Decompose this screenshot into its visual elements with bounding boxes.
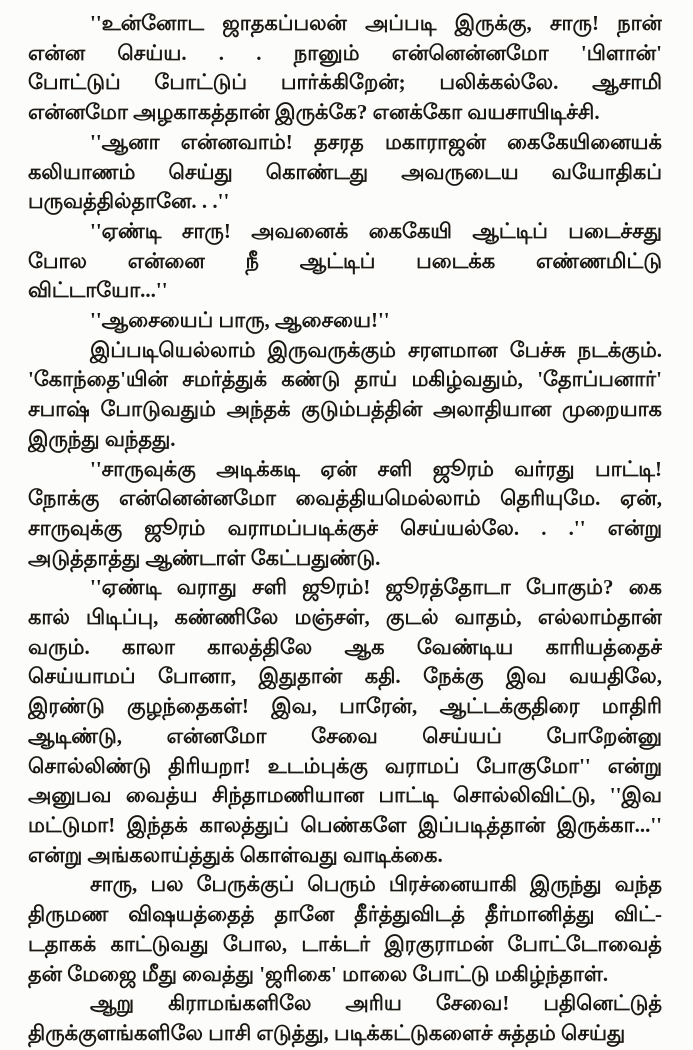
paragraph [28, 217, 662, 306]
paragraph [28, 128, 662, 217]
text-line: விட்டாயோ...'' [28, 278, 168, 303]
text-line: அடுத்தாத்து ஆண்டாள் கேட்பதுண்டு. [28, 545, 381, 570]
text-line: சபாஷ் போடுவதும் அந்தக் குடும்பத்தின் அலாதியான முறையாக [28, 397, 662, 422]
text-line: டதாகக் காட்டுவது போல, டாக்டர் இரகுராமன் போட்டோவைத் [28, 931, 662, 956]
text-line: இரண்டு குழந்தைகள்! இவ, பாரேன், ஆட்டக்குதிரை மாதிரி [28, 694, 662, 719]
text-line: ''ஆனா என்னவாம்! தசரத மகாராஜன் கைகேயினையக் [90, 129, 662, 154]
paragraph [28, 870, 662, 989]
paragraph [28, 455, 662, 574]
paragraph [28, 306, 662, 336]
text-line: என்று அங்கலாய்த்துக் கொள்வது வாடிக்கை. [28, 842, 443, 867]
text-line: கலியாணம் செய்து கொண்டது அவருடைய வயோதிகப் [28, 159, 662, 184]
text-line: இருந்து வந்தது. [28, 426, 176, 451]
text-line: ஆறு கிராமங்களிலே அரிய சேவை! பதினெட்டுத் [90, 991, 662, 1016]
text-line: ''ஆசையைப் பாரு, ஆசையை!'' [90, 308, 390, 333]
paragraph [28, 336, 662, 455]
text-line: சாரு, பல பேருக்குப் பெரும் பிரச்னையாகி இருந்து வந்த [90, 872, 662, 897]
text-line: நோக்கு என்னென்னமோ வைத்தியமெல்லாம் தெரியுமே. ஏன், [28, 486, 662, 511]
text-line: ''ஏண்டி சாரு! அவனைக் கைகேயி ஆட்டிப் படைச்சது [90, 218, 662, 243]
text-line: வரும். காலா காலத்திலே ஆக வேண்டிய காரியத்தைச் [28, 634, 662, 659]
text-line: சாருவுக்கு ஜூரம் வராமப்படிக்குச் செய்யல்லே. . .'' என்று [28, 515, 662, 540]
text-line: என்ன செய்ய. . . நானும் என்னென்னமோ 'பிளான்' [28, 40, 662, 65]
text-line: தன் மேஜை மீது வைத்து 'ஜரிகை' மாலை போட்டு மகிழ்ந்தாள். [28, 961, 609, 986]
text-line: திருக்குளங்களிலே பாசி எடுத்து, படிக்கட்டுகளைச் சுத்தம் செய்து [28, 1020, 626, 1045]
text-line: செய்யாமப் போனா, இதுதான் கதி. நேக்கு இவ வயதிலே, [28, 664, 662, 689]
paragraph [28, 989, 662, 1048]
text-line: ''சாருவுக்கு அடிக்கடி ஏன் சளி ஜூரம் வர்ரது பாட்டி! [90, 456, 662, 481]
text-line: இப்படியெல்லாம் இருவருக்கும் சரளமான பேச்சு நடக்கும். [90, 337, 662, 362]
text-line: ''உன்னோட ஜாதகப்பலன் அப்படி இருக்கு, சாரு! நான் [90, 11, 662, 35]
paragraph [28, 9, 662, 128]
text-line: அனுபவ வைத்ய சிந்தாமணியான பாட்டி சொல்லிவிட்டு, ''இவ [28, 783, 662, 808]
text-line: கால் பிடிப்பு, கண்ணிலே மஞ்சள், குடல் வாதம், எல்லாம்தான் [28, 605, 662, 630]
text-line: போட்டுப் போட்டுப் பார்க்கிறேன்; பலிக்கல்லே. ஆசாமி [28, 70, 662, 95]
text-line: ஆடிண்டு, என்னமோ சேவை செய்யப் போறேன்னு [28, 723, 662, 748]
text-line: மட்டுமா! இந்தக் காலத்துப் பெண்களே இப்படித்தான் இருக்கா...'' [28, 812, 662, 837]
text-line: திருமண விஷயத்தைத் தானே தீர்த்துவிடத் தீர்மானித்து விட்- [28, 902, 662, 927]
text-line: 'கோந்தை'யின் சமர்த்துக் கண்டு தாய் மகிழ்வதும், 'தோப்பனார்' [28, 367, 662, 392]
text-line: ''ஏண்டி வராது சளி ஜூரம்! ஜூரத்தோடா போகும்? கை [90, 575, 662, 600]
paragraph [28, 573, 662, 870]
text-line: சொல்லிண்டு திரியறா! உடம்புக்கு வராமப் போகுமோ'' என்று [28, 753, 662, 778]
page-text [28, 9, 662, 1049]
text-line: என்னமோ அழகாகத்தான் இருக்கே? எனக்கோ வயசாயிடிச்சி. [28, 100, 600, 125]
text-line: போல என்னை நீ ஆட்டிப் படைக்க எண்ணமிட்டு [28, 248, 662, 273]
text-line: பருவத்தில்தானே. . .'' [28, 189, 230, 214]
